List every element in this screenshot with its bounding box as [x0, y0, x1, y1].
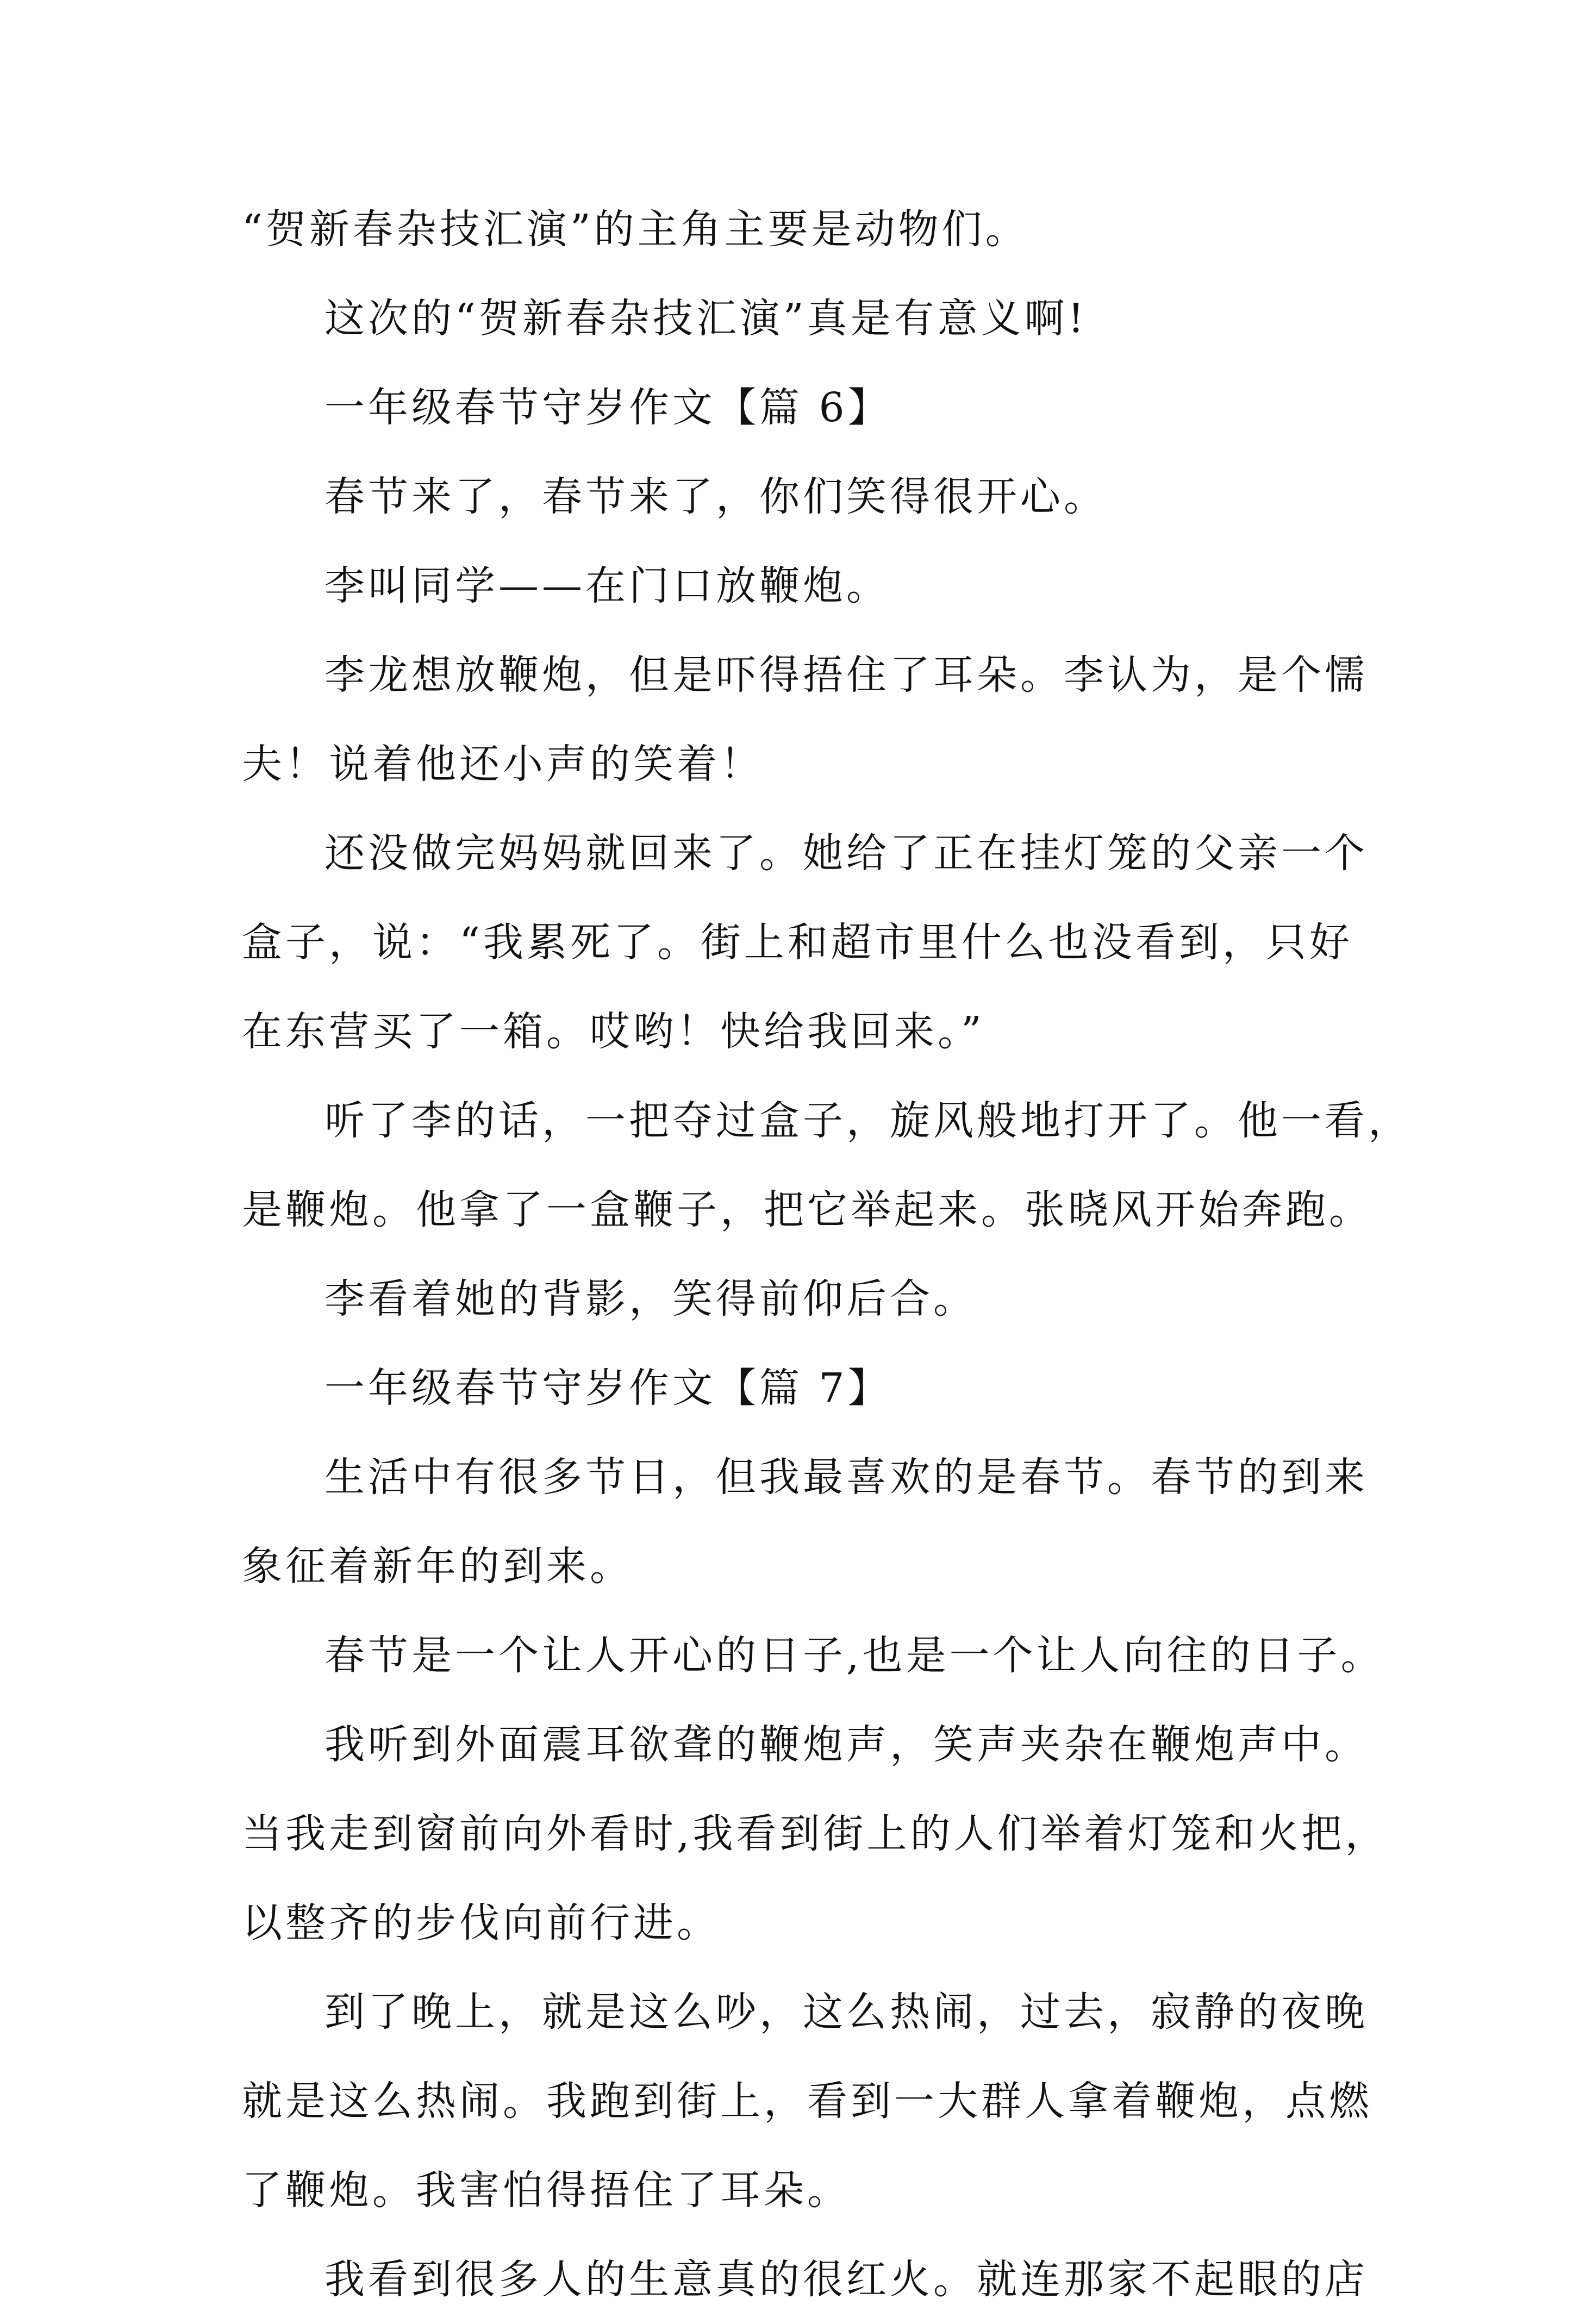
section-heading: 一年级春节守岁作文【篇 6】	[324, 384, 891, 431]
section-heading: 一年级春节守岁作文【篇 7】	[324, 1365, 891, 1411]
text-line: “贺新春杂技汇演”的主角主要是动物们。	[242, 206, 1029, 253]
text-line: 在东营买了一箱。哎哟！快给我回来。”	[242, 1008, 985, 1055]
text-line: 了鞭炮。我害怕得捂住了耳朵。	[242, 2167, 851, 2214]
text-line: 春节来了，春节来了，你们笑得很开心。	[324, 473, 1107, 520]
text-line: 我看到很多人的生意真的很红火。就连那家不起眼的店	[324, 2256, 1368, 2303]
text-line: 夫！说着他还小声的笑着！	[242, 741, 764, 788]
text-line: 盒子，说：“我累死了。街上和超市里什么也没看到，只好	[242, 919, 1353, 966]
text-line: 当我走到窗前向外看时,我看到街上的人们举着灯笼和火把，	[242, 1810, 1389, 1857]
text-line: 这次的“贺新春杂技汇演”真是有意义啊!	[324, 295, 1088, 342]
text-line: 就是这么热闹。我跑到街上，看到一大群人拿着鞭炮，点燃	[242, 2078, 1372, 2125]
text-line: 还没做完妈妈就回来了。她给了正在挂灯笼的父亲一个	[324, 830, 1368, 877]
text-line: 是鞭炮。他拿了一盒鞭子，把它举起来。张晓风开始奔跑。	[242, 1186, 1372, 1233]
text-line: 李看着她的背影，笑得前仰后合。	[324, 1276, 977, 1322]
text-line: 到了晚上，就是这么吵，这么热闹，过去，寂静的夜晚	[324, 1989, 1368, 2035]
text-line: 听了李的话，一把夺过盒子，旋风般地打开了。他一看，	[324, 1097, 1412, 1144]
text-line: 李叫同学——在门口放鞭炮。	[324, 563, 890, 609]
text-line: 象征着新年的到来。	[242, 1543, 633, 1590]
document-body	[242, 185, 1412, 2324]
text-line: 生活中有很多节日，但我最喜欢的是春节。春节的到来	[324, 1454, 1368, 1501]
text-line: 李龙想放鞭炮，但是吓得捂住了耳朵。李认为，是个懦	[324, 652, 1368, 698]
text-line: 以整齐的步伐向前行进。	[242, 1900, 720, 1946]
text-line: 我听到外面震耳欲聋的鞭炮声，笑声夹杂在鞭炮声中。	[324, 1721, 1368, 1768]
text-line: 春节是一个让人开心的日子,也是一个让人向往的日子。	[324, 1632, 1384, 1679]
